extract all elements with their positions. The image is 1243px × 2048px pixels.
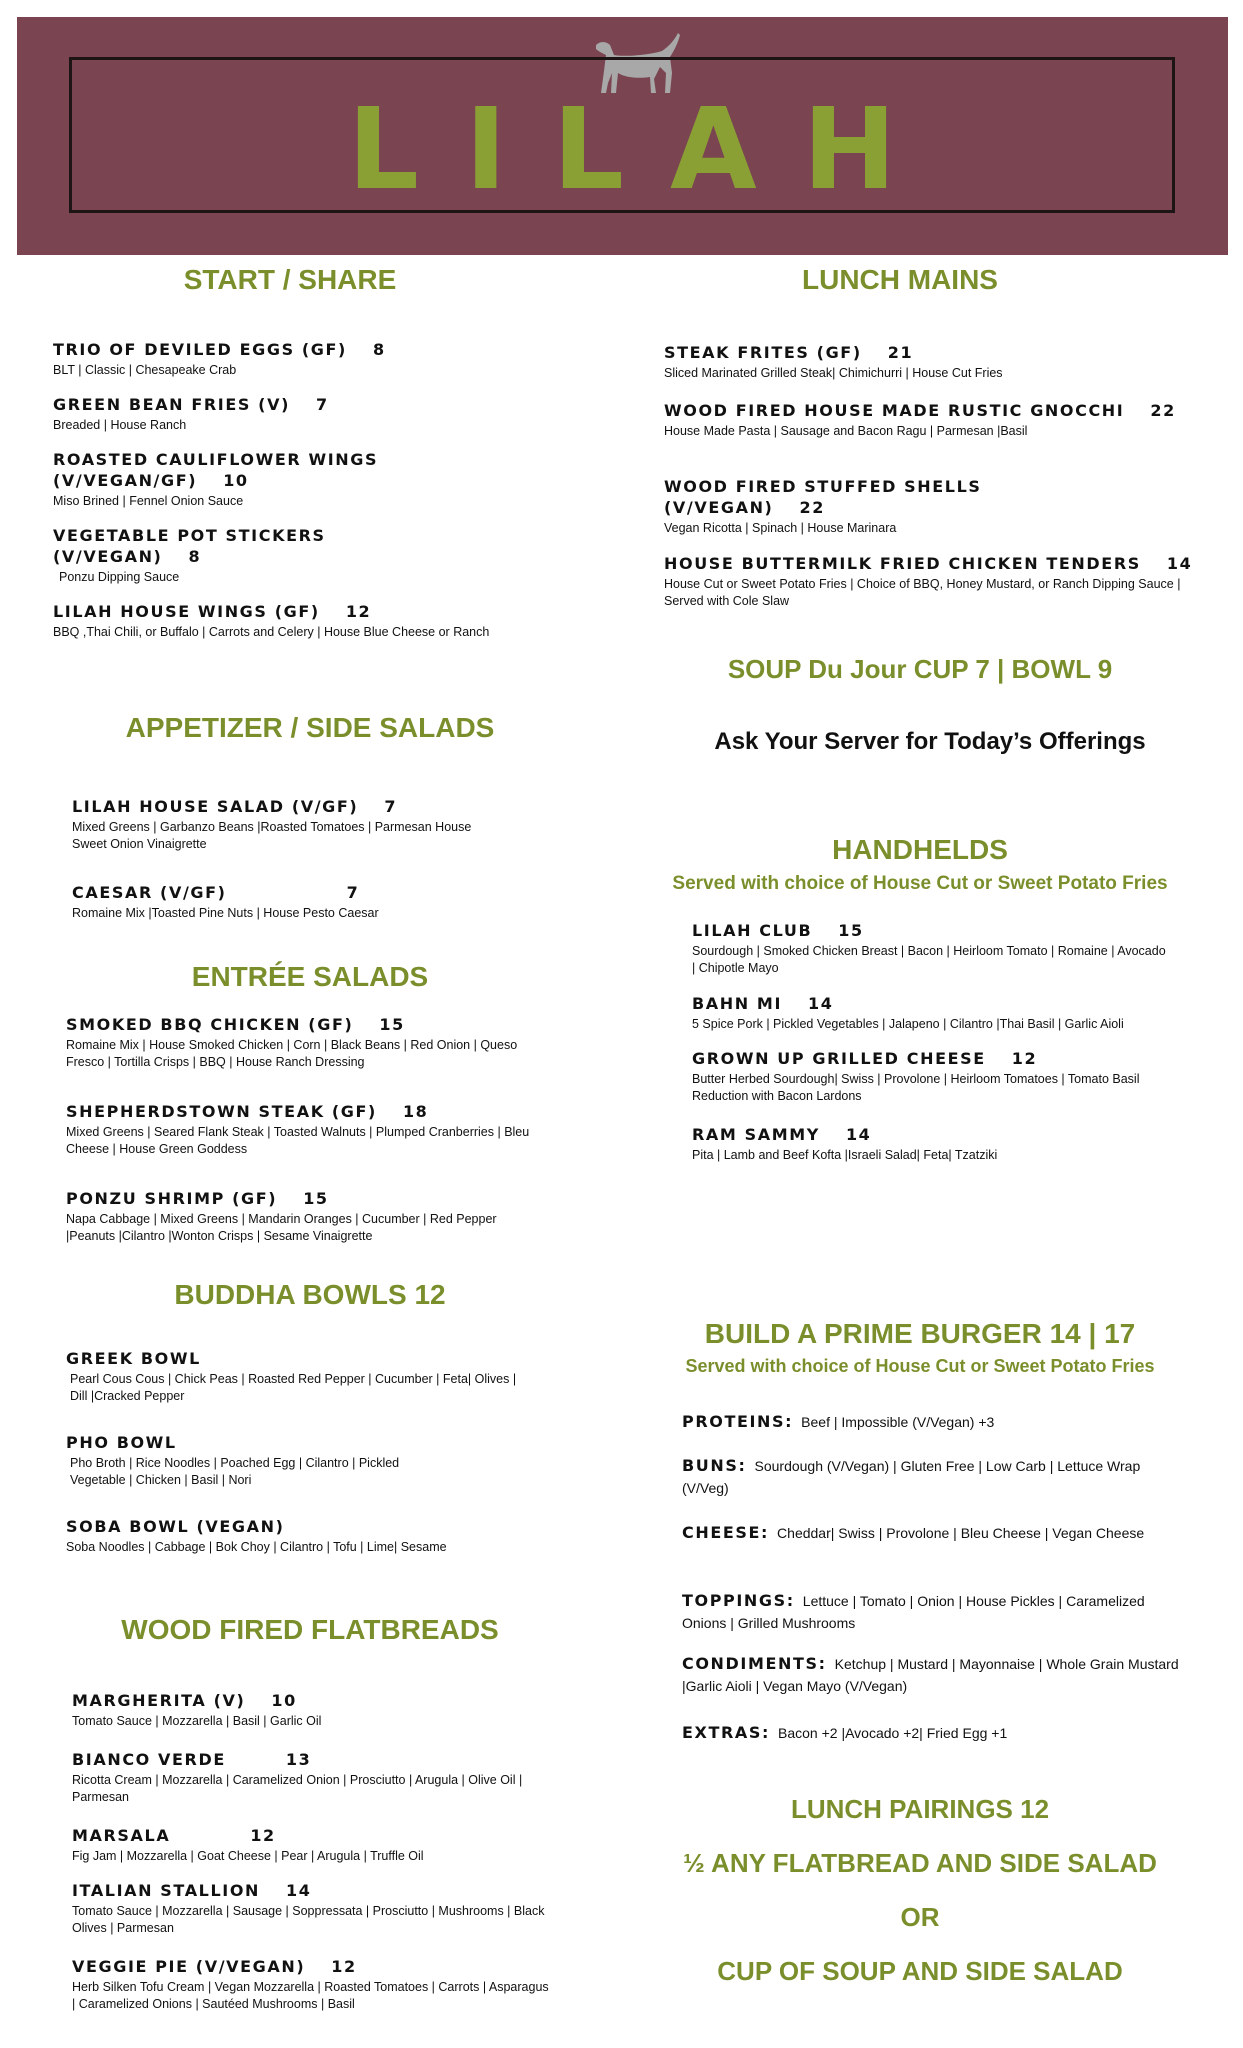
burger-option-text: Beef | Impossible (V/Vegan) +3: [801, 1414, 995, 1430]
menu-item: [72, 1749, 552, 1806]
burger-option-label: CHEESE:: [682, 1523, 770, 1542]
menu-item: [664, 342, 1204, 382]
burger-option-text: Sourdough (V/Vegan) | Gluten Free | Low Carb | Lettuce Wrap (V/Veg): [682, 1458, 1141, 1496]
item-description: House Cut or Sweet Potato Fries | Choice of BBQ, Honey Mustard, or Ranch Dipping Sauce | Served with Cole Slaw: [664, 577, 1181, 608]
item-description: 5 Spice Pork | Pickled Vegetables | Jalapeno | Cilantro |Thai Basil | Garlic Aioli: [692, 1017, 1124, 1031]
section-heading-start-share: START / SHARE: [183, 264, 397, 295]
item-description: Fig Jam | Mozzarella | Goat Cheese | Pear | Arugula | Truffle Oil: [72, 1849, 424, 1863]
item-price: 7: [346, 883, 360, 902]
item-price: 18: [402, 1102, 429, 1121]
item-price: 12: [1011, 1049, 1038, 1068]
section-heading-soup: SOUP Du Jour CUP 7 | BOWL 9: [727, 654, 1113, 684]
item-description: Pho Broth | Rice Noodles | Poached Egg | Cilantro | Pickled Vegetable | Chicken | Basil | Nori: [70, 1456, 400, 1487]
header-banner: [17, 17, 1228, 255]
item-name: BAHN MI: [692, 994, 783, 1013]
item-description: Herb Silken Tofu Cream | Vegan Mozzarella | Roasted Tomatoes | Carrots | Asparagus | Caramelized Onions | Sautéed Mushrooms | Basil: [72, 1980, 549, 2011]
item-description: Soba Noodles | Cabbage | Bok Choy | Cilantro | Tofu | Lime| Sesame: [66, 1540, 447, 1554]
item-name: ITALIAN STALLION: [72, 1881, 261, 1900]
item-price: 7: [384, 797, 398, 816]
burger-option-row: [682, 1590, 1182, 1634]
burger-option-label: BUNS:: [682, 1456, 747, 1475]
burger-option-row: [682, 1522, 1182, 1544]
handhelds-subheading: Served with choice of House Cut or Sweet Potato Fries: [672, 873, 1168, 894]
item-name: GROWN UP GRILLED CHEESE: [692, 1049, 986, 1068]
item-description: Miso Brined | Fennel Onion Sauce: [53, 494, 244, 508]
item-name: GREEK BOWL: [66, 1349, 201, 1368]
burger-option-label: EXTRAS:: [682, 1723, 771, 1742]
pairing-or: OR: [900, 1902, 940, 1932]
burger-option-label: CONDIMENTS:: [682, 1654, 827, 1673]
item-price: 14: [808, 994, 834, 1013]
item-name: WOOD FIRED STUFFED SHELLS (V/VEGAN): [664, 477, 982, 517]
menu-item: [72, 1825, 552, 1865]
item-description: BBQ ,Thai Chili, or Buffalo | Carrots and Celery | House Blue Cheese or Ranch: [53, 625, 490, 639]
item-description: Vegan Ricotta | Spinach | House Marinara: [664, 521, 897, 535]
menu-item: [692, 1048, 1182, 1105]
section-heading-handhelds: HANDHELDS: [832, 834, 1008, 865]
menu-item: [66, 1432, 436, 1489]
restaurant-logo: LILAH: [347, 85, 943, 215]
menu-item: [53, 394, 563, 434]
item-price: 10: [271, 1691, 297, 1710]
menu-item: [66, 1188, 546, 1245]
item-description: Romaine Mix | House Smoked Chicken | Corn | Black Beans | Red Onion | Queso Fresco | Tortilla Crisps | BBQ | House Ranch Dressing: [66, 1038, 518, 1069]
item-name: GREEN BEAN FRIES (V): [53, 395, 290, 414]
item-description: Tomato Sauce | Mozzarella | Sausage | Soppressata | Prosciutto | Mushrooms | Black Olives | Parmesan: [72, 1904, 545, 1935]
menu-item: [66, 1348, 526, 1405]
burger-option-row: [682, 1653, 1182, 1697]
burger-option-text: Cheddar| Swiss | Provolone | Bleu Cheese | Vegan Cheese: [777, 1525, 1145, 1541]
item-description: Mixed Greens | Seared Flank Steak | Toasted Walnuts | Plumped Cranberries | Bleu Cheese | House Green Goddess: [66, 1125, 530, 1156]
item-name: LILAH HOUSE WINGS (GF): [53, 602, 320, 621]
item-price: 7: [315, 395, 329, 414]
item-description: Butter Herbed Sourdough| Swiss | Provolone | Heirloom Tomatoes | Tomato Basil Reduction with Bacon Lardons: [692, 1072, 1140, 1103]
item-name: SMOKED BBQ CHICKEN (GF): [66, 1015, 354, 1034]
item-price: 15: [303, 1189, 329, 1208]
menu-item: [692, 920, 1172, 977]
item-description: Sourdough | Smoked Chicken Breast | Bacon | Heirloom Tomato | Romaine | Avocado | Chipotle Mayo: [692, 944, 1166, 975]
item-description: Breaded | House Ranch: [53, 418, 187, 432]
menu-item: [692, 1124, 1172, 1164]
section-heading-side-salads: APPETIZER / SIDE SALADS: [125, 712, 495, 743]
burger-option-row: [682, 1455, 1182, 1499]
item-name: TRIO OF DEVILED EGGS (GF): [53, 340, 347, 359]
item-price: 12: [331, 1957, 357, 1976]
menu-item: [66, 1101, 536, 1158]
item-name: BIANCO VERDE: [72, 1750, 226, 1769]
menu-item: [692, 993, 1172, 1033]
menu-item: [66, 1516, 486, 1556]
menu-item: [664, 400, 1204, 440]
item-price: 12: [250, 1826, 276, 1845]
item-name: CAESAR (V/GF): [72, 883, 227, 902]
menu-item: [53, 601, 613, 641]
burger-option-text: Bacon +2 |Avocado +2| Fried Egg +1: [778, 1725, 1008, 1741]
item-description: Ponzu Dipping Sauce: [59, 570, 180, 584]
item-description: BLT | Classic | Chesapeake Crab: [53, 363, 237, 377]
item-description: Pita | Lamb and Beef Kofta |Israeli Salad| Feta| Tzatziki: [692, 1148, 998, 1162]
item-description: Napa Cabbage | Mixed Greens | Mandarin Oranges | Cucumber | Red Pepper |Peanuts |Cilantro |Wonton Crisps | Sesame Vinaigrette: [66, 1212, 497, 1243]
item-name: PONZU SHRIMP (GF): [66, 1189, 278, 1208]
section-heading-pairings: LUNCH PAIRINGS 12: [790, 1794, 1050, 1824]
item-name: STEAK FRITES (GF): [664, 343, 862, 362]
item-price: 14: [286, 1881, 312, 1900]
item-description: Sliced Marinated Grilled Steak| Chimichurri | House Cut Fries: [664, 366, 1003, 380]
section-heading-burger: BUILD A PRIME BURGER 14 | 17: [704, 1318, 1136, 1349]
menu-item: [72, 796, 532, 853]
item-name: HOUSE BUTTERMILK FRIED CHICKEN TENDERS: [664, 554, 1141, 573]
menu-item: [72, 1956, 552, 2013]
menu-item: [72, 882, 532, 922]
item-description: Romaine Mix |Toasted Pine Nuts | House Pesto Caesar: [72, 906, 379, 920]
item-price: 22: [799, 498, 825, 517]
menu-item: [72, 1880, 552, 1937]
menu-item: [664, 476, 1104, 537]
section-heading-buddha-bowls: BUDDHA BOWLS 12: [174, 1279, 446, 1310]
item-name: VEGGIE PIE (V/VEGAN): [72, 1957, 306, 1976]
burger-option-label: PROTEINS:: [682, 1412, 794, 1431]
burger-option-text: Ketchup | Mustard | Mayonnaise | Whole Grain Mustard |Garlic Aioli | Vegan Mayo (V/Vegan): [682, 1656, 1179, 1694]
item-name: MARSALA: [72, 1826, 171, 1845]
item-name: SHEPHERDSTOWN STEAK (GF): [66, 1102, 377, 1121]
item-price: 12: [345, 602, 372, 621]
item-price: 13: [285, 1750, 312, 1769]
item-description: House Made Pasta | Sausage and Bacon Ragu | Parmesan |Basil: [664, 424, 1028, 438]
item-price: 22: [1150, 401, 1176, 420]
item-price: 8: [188, 547, 202, 566]
menu-item: [66, 1014, 536, 1071]
item-price: 10: [223, 471, 249, 490]
pairing-option-1: ½ ANY FLATBREAD AND SIDE SALAD: [683, 1848, 1157, 1878]
menu-item: [53, 449, 523, 510]
item-description: Ricotta Cream | Mozzarella | Caramelized Onion | Prosciutto | Arugula | Olive Oil | Parmesan: [72, 1773, 523, 1804]
item-name: WOOD FIRED HOUSE MADE RUSTIC GNOCCHI: [664, 401, 1125, 420]
item-price: 15: [838, 921, 864, 940]
burger-option-row: [682, 1722, 1182, 1744]
soup-note: Ask Your Server for Today’s Offerings: [714, 728, 1146, 755]
item-price: 14: [845, 1125, 872, 1144]
menu-item: [72, 1690, 552, 1730]
section-heading-flatbreads: WOOD FIRED FLATBREADS: [121, 1614, 499, 1645]
item-price: 15: [379, 1015, 405, 1034]
item-name: SOBA BOWL (VEGAN): [66, 1517, 285, 1536]
menu-item: [53, 339, 563, 379]
item-price: 8: [372, 340, 386, 359]
logo-frame: [69, 57, 1175, 213]
item-price: 21: [887, 343, 914, 362]
section-heading-entree-salads: ENTRÉE SALADS: [191, 961, 429, 992]
burger-option-label: TOPPINGS:: [682, 1591, 795, 1610]
pairing-option-2: CUP OF SOUP AND SIDE SALAD: [717, 1956, 1123, 1986]
item-name: LILAH HOUSE SALAD (V/GF): [72, 797, 359, 816]
burger-option-row: [682, 1411, 1182, 1433]
burger-subheading: Served with choice of House Cut or Sweet Potato Fries: [685, 1356, 1155, 1376]
item-price: 14: [1166, 554, 1193, 573]
item-description: Tomato Sauce | Mozzarella | Basil | Garlic Oil: [72, 1714, 322, 1728]
item-description: Mixed Greens | Garbanzo Beans |Roasted Tomatoes | Parmesan House Sweet Onion Vinaigrette: [72, 820, 472, 851]
section-heading-lunch-mains: LUNCH MAINS: [802, 264, 998, 295]
item-name: RAM SAMMY: [692, 1125, 820, 1144]
item-name: MARGHERITA (V): [72, 1691, 246, 1710]
item-description: Pearl Cous Cous | Chick Peas | Roasted Red Pepper | Cucumber | Feta| Olives | Dill |Cracked Pepper: [70, 1372, 517, 1403]
item-name: LILAH CLUB: [692, 921, 813, 940]
item-name: ROASTED CAULIFLOWER WINGS (V/VEGAN/GF): [53, 450, 379, 490]
menu-item: [664, 553, 1204, 610]
item-name: VEGETABLE POT STICKERS (V/VEGAN): [53, 526, 326, 566]
item-name: PHO BOWL: [66, 1433, 177, 1452]
menu-item: [53, 525, 473, 586]
burger-option-text: Lettuce | Tomato | Onion | House Pickles | Caramelized Onions | Grilled Mushrooms: [682, 1593, 1145, 1631]
